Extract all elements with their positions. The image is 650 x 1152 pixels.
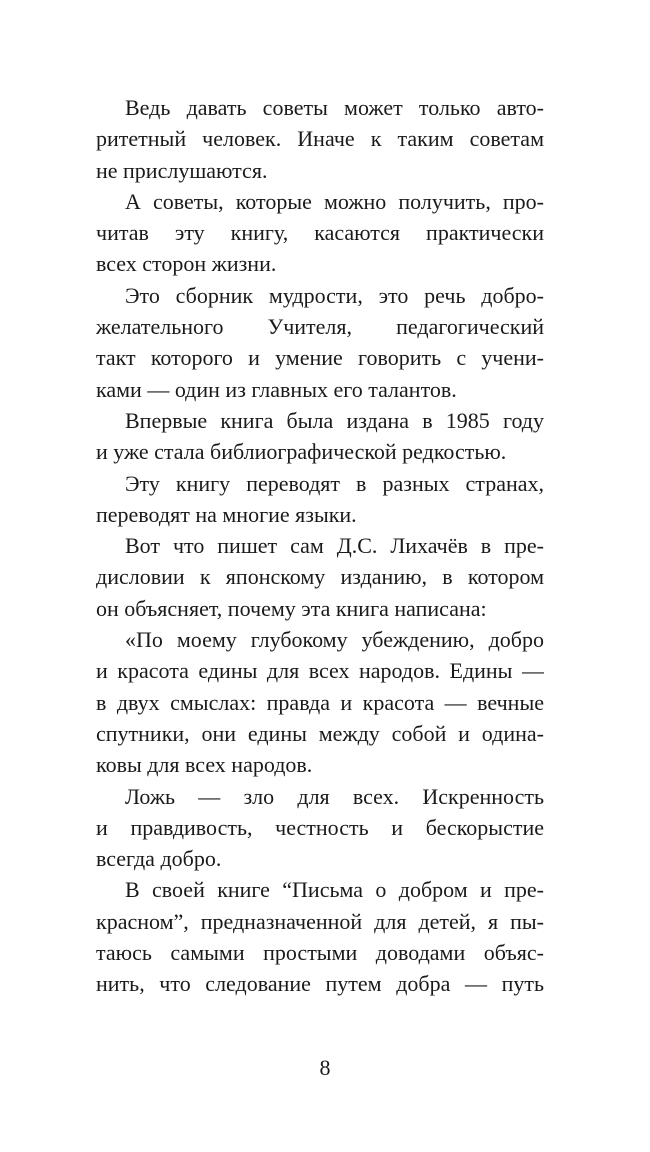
text-line: желательного Учителя, педагогический (96, 314, 544, 340)
text-line: он объясняет, почему эта книга написана: (96, 595, 487, 621)
paragraph (96, 468, 544, 531)
paragraph (96, 186, 544, 280)
text-line: не прислушаются. (96, 157, 268, 183)
paragraph (96, 530, 544, 624)
page-number: 8 (319, 1055, 331, 1080)
text-line: спутники, они едины между собой и одина- (96, 720, 544, 746)
text-line: Ложь — зло для всех. Искренность (125, 783, 544, 809)
text-line: ритетный человек. Иначе к таким советам (96, 126, 544, 152)
paragraph (96, 624, 544, 780)
paragraph (96, 405, 544, 468)
text-line: В своей книге “Письма о добром и пре- (125, 877, 544, 903)
text-line: всегда добро. (96, 846, 222, 872)
text-line: дисловии к японскому изданию, в котором (96, 564, 544, 590)
paragraph (96, 92, 544, 186)
text-line: нить, что следование путем добра — путь (96, 971, 544, 997)
text-line: читав эту книгу, касаются практически (96, 220, 544, 246)
text-line: красном”, предназначенной для детей, я пы- (96, 908, 544, 934)
body-text (96, 92, 544, 1000)
text-line: и красота едины для всех народов. Едины — (96, 658, 544, 684)
text-line: ковы для всех народов. (96, 752, 313, 778)
paragraph (96, 874, 544, 999)
text-line: Ведь давать советы может только авто- (125, 95, 544, 120)
text-line: и уже стала библиографической редкостью. (96, 439, 507, 465)
paragraph (96, 781, 544, 875)
text-line: ками — один из главных его талантов. (96, 376, 457, 402)
text-line: Это сборник мудрости, это речь добро- (125, 282, 544, 308)
text-line: всех сторон жизни. (96, 251, 277, 277)
text-line: Эту книгу переводят в разных странах, (125, 470, 544, 496)
text-line: такт которого и умение говорить с учени- (96, 345, 544, 371)
text-line: таюсь самыми простыми доводами объяс- (96, 940, 544, 966)
text-line: А советы, которые можно получить, про- (125, 188, 544, 214)
paragraph (96, 280, 544, 405)
text-line: Вот что пишет сам Д.С. Лихачёв в пре- (125, 533, 544, 559)
text-line: и правдивость, честность и бескорыстие (96, 814, 544, 840)
text-line: Впервые книга была издана в 1985 году (125, 407, 544, 433)
text-line: в двух смыслах: правда и красота — вечные (96, 689, 544, 715)
text-line: переводят на многие языки. (96, 501, 357, 527)
text-line: «По моему глубокому убеждению, добро (125, 627, 544, 653)
